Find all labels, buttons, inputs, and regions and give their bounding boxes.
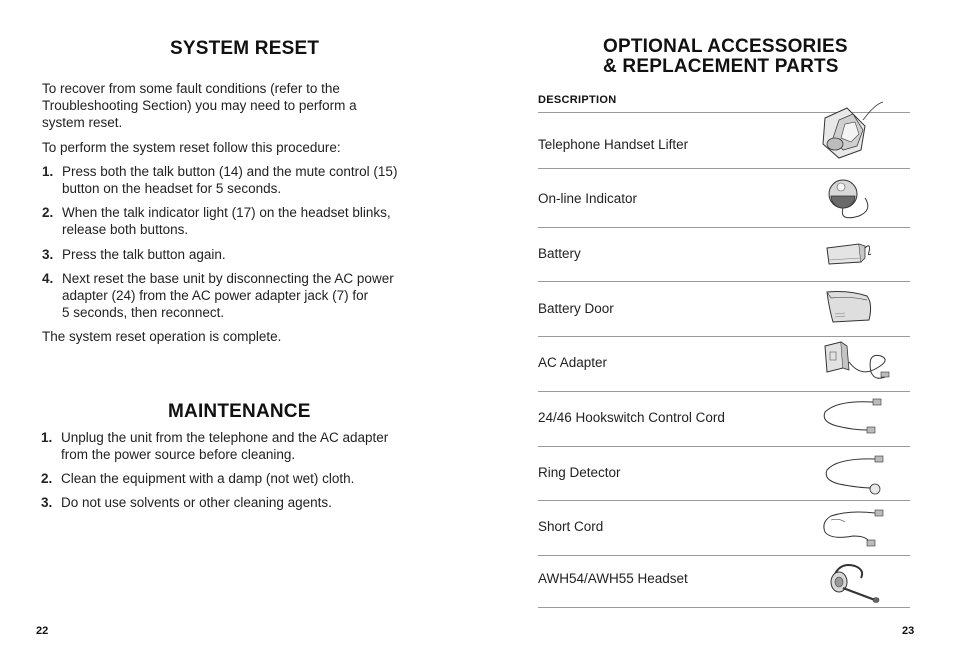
step-text: Press both the talk button (14) and the mute control (15) xyxy=(62,164,398,179)
step-text: adapter (24) from the AC power adapter jack (7) for xyxy=(62,288,369,303)
reset-step xyxy=(42,270,442,321)
step-text: When the talk indicator light (17) on the headset blinks, xyxy=(62,205,391,220)
ring-detector-icon xyxy=(819,452,887,498)
accessory-label: Telephone Handset Lifter xyxy=(538,137,689,152)
maintenance-heading: MAINTENANCE xyxy=(168,401,311,422)
step-text: release both buttons. xyxy=(62,222,189,237)
row-divider xyxy=(538,168,910,169)
step-number: 1. xyxy=(42,164,54,179)
accessory-label: AC Adapter xyxy=(538,355,608,370)
description-column-header: DESCRIPTION xyxy=(538,94,617,106)
step-number: 1. xyxy=(41,430,53,445)
accessory-label: Short Cord xyxy=(538,519,604,534)
reset-step xyxy=(42,204,442,238)
online-indicator-icon xyxy=(825,172,887,224)
row-divider xyxy=(538,391,910,392)
intro-line: system reset. xyxy=(42,115,123,130)
row-divider xyxy=(538,446,910,447)
maintenance-step xyxy=(41,429,441,463)
headset-icon xyxy=(825,560,887,606)
step-text: Press the talk button again. xyxy=(62,247,226,262)
accessory-label: Ring Detector xyxy=(538,465,621,480)
handset-lifter-icon xyxy=(817,100,887,162)
step-text: Do not use solvents or other cleaning agents. xyxy=(61,495,332,510)
row-divider xyxy=(538,607,910,608)
reset-step xyxy=(42,163,442,197)
maintenance-step xyxy=(41,470,441,487)
intro-line: Troubleshooting Section) you may need to perform a xyxy=(42,98,357,113)
row-divider xyxy=(538,281,910,282)
short-cord-icon xyxy=(819,506,887,550)
row-divider xyxy=(538,336,910,337)
accessories-heading-line: & REPLACEMENT PARTS xyxy=(603,56,839,77)
reset-conclusion: The system reset operation is complete. xyxy=(42,329,282,344)
procedure-intro: To perform the system reset follow this procedure: xyxy=(42,140,341,155)
battery-door-icon xyxy=(823,288,875,324)
reset-step xyxy=(42,246,442,263)
page-number-left: 22 xyxy=(36,625,49,637)
ac-adapter-icon xyxy=(821,338,893,384)
step-text: button on the headset for 5 seconds. xyxy=(62,181,282,196)
step-number: 2. xyxy=(42,205,54,220)
step-number: 3. xyxy=(42,247,54,262)
accessory-label: 24/46 Hookswitch Control Cord xyxy=(538,410,725,425)
battery-icon xyxy=(825,238,877,268)
accessory-label: On-line Indicator xyxy=(538,191,638,206)
step-text: 5 seconds, then reconnect. xyxy=(62,305,225,320)
step-text: from the power source before cleaning. xyxy=(61,447,296,462)
accessory-label: Battery xyxy=(538,246,581,261)
step-number: 2. xyxy=(41,471,53,486)
system-reset-heading: SYSTEM RESET xyxy=(170,38,320,59)
row-divider xyxy=(538,555,910,556)
row-divider xyxy=(538,227,910,228)
right-page xyxy=(477,0,954,656)
accessory-label: Battery Door xyxy=(538,301,614,316)
step-text: Unplug the unit from the telephone and the AC adapter xyxy=(61,430,389,445)
accessory-label: AWH54/AWH55 Headset xyxy=(538,571,688,586)
intro-line: To recover from some fault conditions (refer to the xyxy=(42,81,340,96)
maintenance-step xyxy=(41,494,441,511)
accessories-heading-line: OPTIONAL ACCESSORIES xyxy=(603,36,848,57)
hookswitch-cord-icon xyxy=(819,396,887,440)
step-text: Next reset the base unit by disconnecting the AC power xyxy=(62,271,394,286)
step-number: 3. xyxy=(41,495,53,510)
step-number: 4. xyxy=(42,271,54,286)
page-number-right: 23 xyxy=(902,625,915,637)
row-divider xyxy=(538,500,910,501)
step-text: Clean the equipment with a damp (not wet) cloth. xyxy=(61,471,355,486)
